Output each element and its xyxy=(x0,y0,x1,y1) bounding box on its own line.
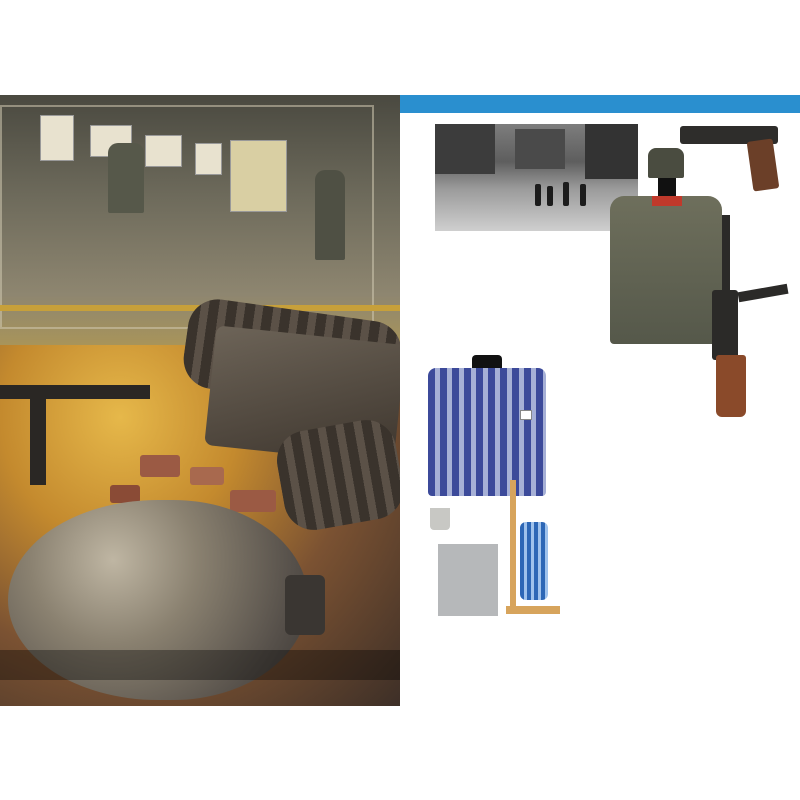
left-caption-bar xyxy=(0,650,400,680)
assault-rifle-stock xyxy=(716,355,746,417)
ruined-building xyxy=(585,124,638,179)
ruined-building xyxy=(435,124,495,174)
mannequin-uniform xyxy=(315,170,345,260)
field-cap xyxy=(648,148,684,178)
prisoner-mug xyxy=(430,508,450,530)
pistol-grip xyxy=(747,138,780,191)
prisoner-striped-jacket xyxy=(428,368,546,496)
section-header-bar xyxy=(400,95,800,113)
soldier-figure xyxy=(563,182,569,206)
prisoner-number-patch xyxy=(520,410,532,420)
exhibit-poster xyxy=(195,143,222,175)
assault-rifle-receiver xyxy=(712,290,738,360)
prisoner-figurine xyxy=(520,522,548,600)
bomb-nose xyxy=(285,575,325,635)
ruins-film-still xyxy=(435,124,638,231)
guillotine-blade xyxy=(438,544,498,616)
assault-rifle-magazine xyxy=(738,284,789,303)
tank-track xyxy=(272,415,400,534)
machine-gun-tripod xyxy=(30,395,46,485)
figurine-base xyxy=(506,606,560,614)
exhibit-map xyxy=(230,140,287,212)
uniform-jacket xyxy=(610,196,722,344)
brick-rubble xyxy=(190,467,224,485)
ruined-building xyxy=(515,129,565,169)
museum-hall-photo xyxy=(0,95,400,706)
soldier-figure xyxy=(535,184,541,206)
soldier-figure xyxy=(547,186,553,206)
exhibit-poster xyxy=(40,115,74,161)
brick-rubble xyxy=(140,455,180,477)
brick-rubble xyxy=(230,490,276,512)
mannequin-uniform xyxy=(108,143,144,213)
machine-gun xyxy=(0,385,150,399)
uniform-collar-tabs xyxy=(652,196,682,206)
soldier-figure xyxy=(580,184,586,206)
exhibit-poster xyxy=(145,135,182,167)
figurine-post xyxy=(510,480,516,610)
